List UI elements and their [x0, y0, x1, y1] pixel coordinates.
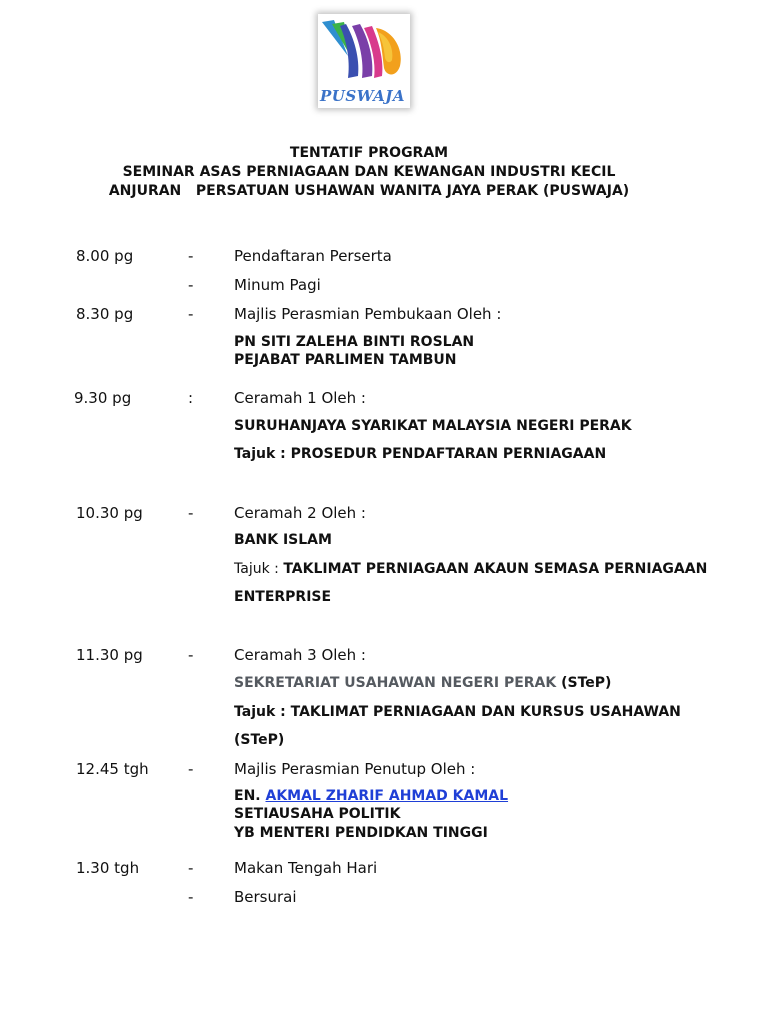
separator: -: [188, 276, 194, 294]
talk-1-topic: Tajuk : PROSEDUR PENDAFTARAN PERNIAGAAN: [234, 446, 607, 462]
time-830: 8.30 pg: [76, 305, 134, 323]
talk-3-speaker-line: [234, 673, 611, 693]
closing-officiator-name-link[interactable]: AKMAL ZHARIF AHMAD KAMAL: [265, 788, 509, 804]
item-lunch: Makan Tengah Hari: [234, 859, 378, 877]
item-breakfast: Minum Pagi: [234, 276, 321, 294]
opening-officiator-org: PEJABAT PARLIMEN TAMBUN: [234, 352, 457, 368]
separator: -: [188, 888, 194, 906]
talk-3-speaker-abbr: (STeP): [556, 675, 612, 691]
closing-officiator-prefix: EN.: [234, 788, 266, 804]
separator: -: [188, 760, 194, 778]
item-registration: Pendaftaran Perserta: [234, 247, 392, 265]
talk-3-topic: Tajuk : TAKLIMAT PERNIAGAAN DAN KURSUS USAHAWAN: [234, 704, 681, 720]
logo-emblem-icon: [318, 14, 410, 90]
talk-3-speaker: SEKRETARIAT USAHAWAN NEGERI PERAK: [234, 675, 557, 691]
time-800: 8.00 pg: [76, 247, 134, 265]
item-talk-2: Ceramah 2 Oleh :: [234, 504, 366, 522]
closing-officiator-role-2: YB MENTERI PENDIDKAN TINGGI: [234, 825, 488, 841]
separator: -: [188, 247, 194, 265]
closing-officiator-line: [234, 786, 508, 806]
opening-officiator-name: PN SITI ZALEHA BINTI ROSLAN: [234, 334, 475, 350]
time-130: 1.30 tgh: [76, 859, 140, 877]
item-closing-ceremony: Majlis Perasmian Penutup Oleh :: [234, 760, 476, 778]
separator: -: [188, 504, 194, 522]
program-title: TENTATIF PROGRAM: [289, 145, 449, 161]
talk-2-topic-line: [234, 559, 707, 579]
talk-1-speaker: SURUHANJAYA SYARIKAT MALAYSIA NEGERI PERAK: [234, 418, 632, 434]
separator: :: [188, 389, 194, 407]
item-talk-1: Ceramah 1 Oleh :: [234, 389, 366, 407]
item-dismissal: Bersurai: [234, 888, 297, 906]
talk-3-topic-cont: (STeP): [234, 732, 285, 748]
organizer-line: ANJURAN PERSATUAN USHAWAN WANITA JAYA PERAK (PUSWAJA): [108, 183, 630, 199]
separator: -: [188, 646, 194, 664]
talk-2-topic-cont: ENTERPRISE: [234, 589, 332, 605]
item-opening-ceremony: Majlis Perasmian Pembukaan Oleh :: [234, 305, 502, 323]
time-1130: 11.30 pg: [76, 646, 143, 664]
talk-2-speaker: BANK ISLAM: [234, 532, 332, 548]
separator: -: [188, 305, 194, 323]
time-930: 9.30 pg: [74, 389, 132, 407]
talk-2-topic-prefix: Tajuk :: [234, 561, 284, 577]
closing-officiator-role-1: SETIAUSAHA POLITIK: [234, 806, 401, 822]
seminar-title: SEMINAR ASAS PERNIAGAAN DAN KEWANGAN INDUSTRI KECIL: [122, 164, 616, 180]
logo-wordmark: PUSWAJA: [320, 87, 405, 105]
item-talk-3: Ceramah 3 Oleh :: [234, 646, 366, 664]
separator: -: [188, 859, 194, 877]
puswaja-logo: [318, 14, 410, 108]
talk-2-topic: TAKLIMAT PERNIAGAAN AKAUN SEMASA PERNIAGAAN: [283, 561, 708, 577]
time-1245: 12.45 tgh: [76, 760, 149, 778]
time-1030: 10.30 pg: [76, 504, 143, 522]
